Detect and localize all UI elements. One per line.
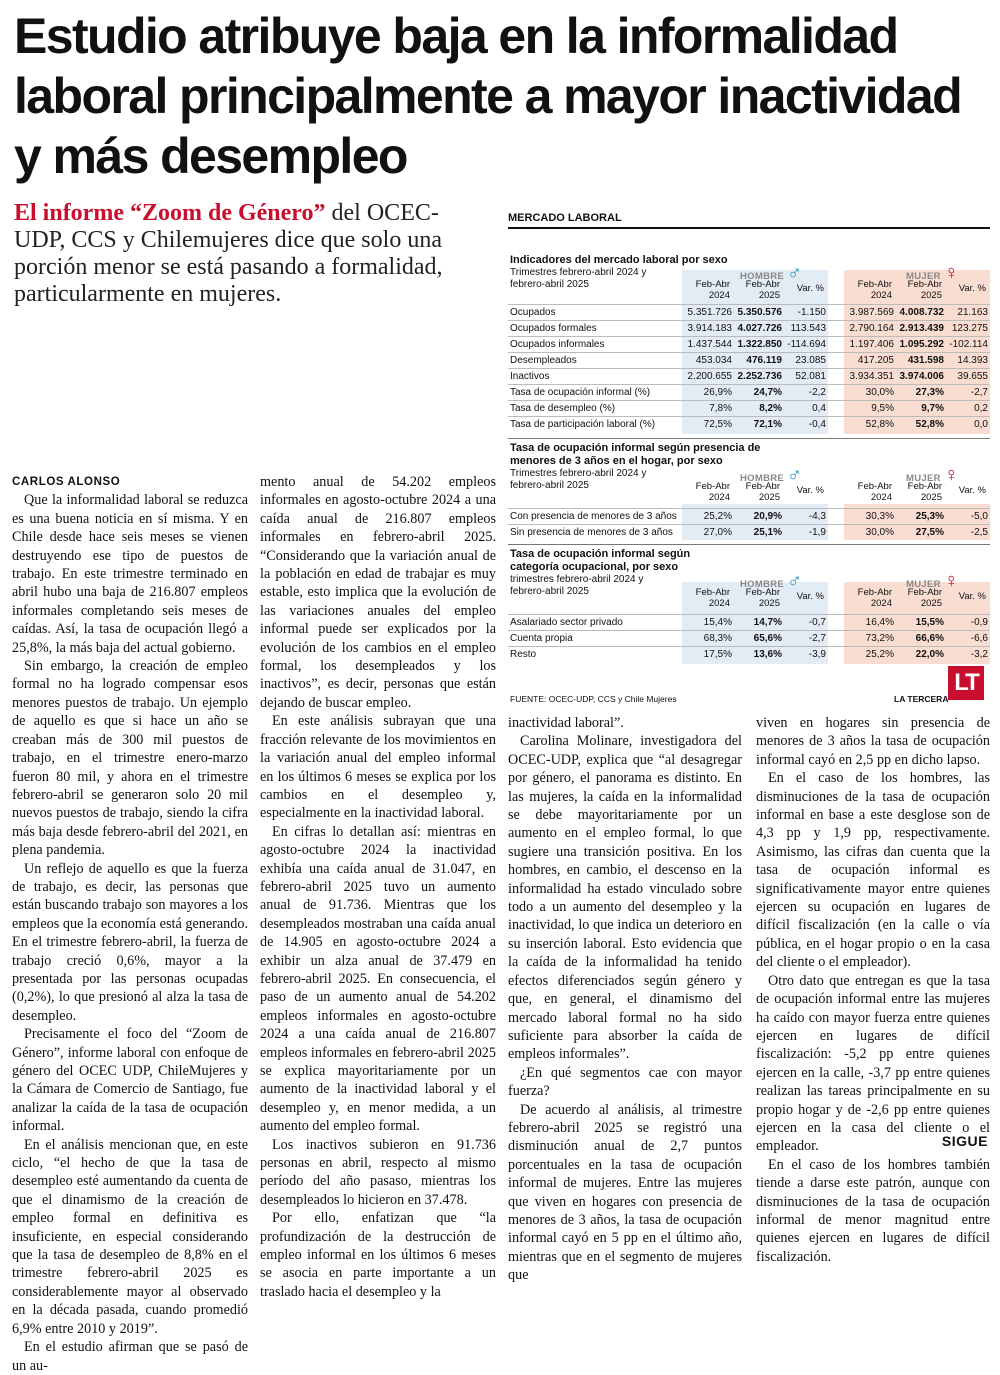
table-cell: 14,7% [753,617,782,628]
col-head: Feb-Abr 2024 [857,587,892,609]
table-row [508,352,990,368]
deck [14,200,484,308]
table-cell: 68,3% [703,633,732,644]
table-row [508,524,990,540]
table-row [508,646,990,662]
row-label: Asalariado sector privado [510,617,623,628]
table-cell: 1.322.850 [737,339,782,350]
infographic-header: MERCADO LABORAL [508,212,990,229]
table-cell: 3.934.351 [849,371,894,382]
row-label: Tasa de ocupación informal (%) [510,387,651,398]
table-cell: -114.694 [787,339,826,350]
subhead: ¿En qué segmentos cae con mayor fuerza? [508,1064,742,1100]
table-cell: 17,5% [703,649,732,660]
table-cell: 417.205 [857,355,894,366]
table-cell: 27,3% [915,387,944,398]
row-label: Sin presencia de menores de 3 años [510,527,673,538]
table-cell: 3.914.183 [687,323,732,334]
headline: Estudio atribuye baja en la informalidad laboral principalmente a mayor inactividad y más desempleo [14,8,962,184]
table-cell: 72,1% [753,419,782,430]
table-cell: 52,8% [865,419,894,430]
male-symbol-icon: ♂ [786,570,803,592]
deck-lead: El informe “Zoom de Género” [14,200,326,226]
paragraph: En este análisis subrayan que una fracción relevante de los movimientos en la variación anual del empleo informal en los últimos 6 meses se explica por los cambios en el desempleo y, especialmente en la inactividad laboral. [260,713,496,822]
paragraph: inactividad laboral”. [508,715,624,731]
table-cell: -2,2 [808,387,826,398]
table-cell: 72,5% [703,419,732,430]
table-cell: 21.163 [957,307,988,318]
table-row [508,368,990,384]
table-cell: 22,0% [915,649,944,660]
table-cell: 20,9% [753,511,782,522]
row-label: Tasa de desempleo (%) [510,403,616,414]
table-cell: 476.119 [746,355,782,366]
table-cell: 4.008.732 [899,307,944,318]
table-row [508,320,990,336]
col-head: Feb-Abr 2024 [695,481,730,503]
table-cell: -3,2 [970,649,988,660]
table-cell: 25,3% [915,511,944,522]
female-symbol-icon: ♀ [943,464,960,486]
table-cell: -2,5 [970,527,988,538]
table-cell: 30,3% [865,511,894,522]
paragraph: Precisamente el foco del “Zoom de Género”, informe laboral con enfoque de género del OCEC UDP, ChileMujeres y la Cámara de Comercio de Santiago, fue analizar la caída de la tasa de ocupación informal. [12,1026,248,1135]
column-3 [508,714,742,1285]
la-tercera-logo: LT [948,666,984,700]
paragraph: En el análisis mencionan que, en este ciclo, “el hecho de que la tasa de desempleo esté aumentando da cuenta de que el dinamismo de la creación de empleo formal en definitiva es insuficiente, en especial considerando que la tasa de desempleo de 8,8% en el trimestre febrero-abril 2025 es considerablemente mayor al observado en la década pasada, cuando promedió 6,9% entre 2010 y 2019”. [12,1136,248,1337]
table-cell: -1,9 [808,527,826,538]
table-cell: 25,1% [753,527,782,538]
table-cell: 3.974.006 [899,371,944,382]
table-cell: 39.655 [957,371,988,382]
table-cell: 113.543 [790,323,826,334]
table-cell: 453.034 [695,355,732,366]
table-cell: 0,0 [974,419,988,430]
table-cell: 2.252.736 [737,371,782,382]
paragraph: Sin embargo, la creación de empleo formal no ha logrado compensar esos menores puestos de trabajo. Un ejemplo de aquello es que si hace un año se creaban más de 300 mil puestos de trabajo, en el trimestre enero-marzo fueron 80 mil, y ahora en el trimestre febrero-abril se generaron solo 20 mil nuevos puestos de trabajo, siendo la cifra más baja desde febrero-abril del 2021, en plena pandemia. [12,658,248,859]
continue-label: SIGUE [941,1133,988,1149]
table-cell: 2.790.164 [849,323,894,334]
male-symbol-icon: ♂ [786,262,803,284]
table-cell: 16,4% [865,617,894,628]
table-cell: 14.393 [957,355,988,366]
table-cell: 3.987.569 [849,307,894,318]
table-cell: -0,7 [808,617,826,628]
table-cell: 65,6% [753,633,782,644]
table-cell: 4.027.726 [737,323,782,334]
paragraph: De acuerdo al análisis, al trimestre febrero-abril 2025 se registró una disminución anual de 2,7 puntos porcentuales en la tasa de ocupación informal de mujeres. Entre las mujeres que viven en hogares con presencia de menores de 3 años, la tasa de ocupación informal cayó en 5 pp en el último año, mientras que en el segmento de mujeres que [508,1101,742,1284]
paragraph: En el caso de los hombres, las disminuciones de la tasa de ocupación informal en base a este desglose son de 4,3 pp y 1,9 pp, respectivamente. Asimismo, las cifras dan cuenta que la tasa de ocupación informal es significativamente mayor entre quienes ejercen su ocupación en lugares de difícil fiscalización (en la calle o vía pública, en el hogar propio o en la casa del cliente o el empleador). [756,770,990,971]
row-label: Inactivos [510,371,550,382]
table-row [508,336,990,352]
hombre-label: HOMBRE ♂ [740,262,803,284]
row-label: Con presencia de menores de 3 años [510,511,677,522]
table-row [508,416,990,432]
table-cell: 8,2% [759,403,782,414]
table-cell: 5.351.726 [687,307,732,318]
deck-rest: del OCEC-UDP, CCS y Chilemujeres dice que solo una porción menor se está pasando a formalidad, particularmente en mujeres. [14,200,443,307]
table-cell: 25,2% [865,649,894,660]
table-row [508,614,990,630]
table-cell: 15,5% [915,617,944,628]
table-cell: 7,8% [709,403,732,414]
table-row [508,304,990,320]
col-head: Feb-Abr 2024 [857,481,892,503]
table-cell: 52,8% [915,419,944,430]
byline: CARLOS ALONSO [12,476,121,488]
table-cell: -102.114 [949,339,988,350]
row-label: Desempleados [510,355,577,366]
table-cell: 73,2% [865,633,894,644]
brand-name: LA TERCERA [894,694,949,704]
paragraph: Por ello, enfatizan que “la profundización de la destrucción de empleo informal en los últimos 6 meses se asocia en parte importante a un traslado hacia el desempleo y la [260,1210,496,1300]
divider [508,544,990,545]
table-cell: 26,9% [703,387,732,398]
column-1 [12,473,248,1375]
table-cell: 0,4 [812,403,826,414]
female-symbol-icon: ♀ [943,570,960,592]
col-head: Feb-Abr 2024 [695,279,730,301]
table-cell: -0,9 [970,617,988,628]
table-cell: 25,2% [703,511,732,522]
col-head: Feb-Abr 2025 [907,279,942,301]
row-label: Resto [510,649,537,660]
table-cell: -6,6 [970,633,988,644]
table-cell: 123.275 [951,323,988,334]
mujer-label: MUJER ♀ [906,262,960,284]
mujer-label: MUJER ♀ [906,570,960,592]
paragraph: viven en hogares sin presencia de menores de 3 años la tasa de ocupación informal cayó en 2,5 pp en dicho lapso. [756,715,990,768]
col-head: Var. % [796,485,824,496]
row-label: Ocupados formales [510,323,597,334]
divider [508,438,990,439]
col-head: Var. % [958,283,986,294]
hombre-label: HOMBRE ♂ [740,464,803,486]
table-cell: 431.598 [907,355,944,366]
col-head: Feb-Abr 2025 [745,481,780,503]
table-cell: 23.085 [795,355,826,366]
table-row [508,400,990,416]
col-head: Feb-Abr 2025 [745,279,780,301]
table-cell: 2.913.439 [899,323,944,334]
row-label: Ocupados informales [510,339,605,350]
row-label: Cuenta propia [510,633,573,644]
table-cell: 30,0% [865,387,894,398]
section-title: Tasa de ocupación informal según categoría ocupacional, por sexo [510,548,691,573]
section-subtitle: trimestres febrero-abril 2024 y febrero-abril 2025 [510,574,644,597]
table-cell: 1.437.544 [687,339,732,350]
table-cell: -0,4 [808,419,826,430]
col-head: Var. % [958,485,986,496]
male-symbol-icon: ♂ [786,464,803,486]
table-row [508,384,990,400]
table-row [508,630,990,646]
infographic [508,212,990,706]
paragraph: En el caso de los hombres también tiende a darse este patrón, aunque con disminuciones de la tasa de ocupación informal de menor magnitud entre quienes ejercen en lugares de difícil fiscalización. [756,1156,990,1265]
table-row [508,508,990,524]
table-cell: -1.150 [797,307,826,318]
col-head: Feb-Abr 2024 [695,587,730,609]
table-cell: 9,5% [871,403,894,414]
col-head: Var. % [958,591,986,602]
source-note: FUENTE: OCEC-UDP, CCS y Chile Mujeres [510,694,677,704]
table-cell: 30,0% [865,527,894,538]
table-cell: 15,4% [703,617,732,628]
section-title: Indicadores del mercado laboral por sexo [510,254,728,266]
paragraph: En el estudio afirman que se pasó de un au- [12,1339,248,1374]
hombre-label: HOMBRE ♂ [740,570,803,592]
table-cell: 5.350.576 [737,307,782,318]
table-cell: 27,5% [915,527,944,538]
table-cell: 27,0% [703,527,732,538]
table-cell: -4,3 [808,511,826,522]
table-cell: -2,7 [970,387,988,398]
mujer-label: MUJER ♀ [906,464,960,486]
paragraph: mento anual de 54.202 empleos informales en agosto-octubre 2024 a una caída anual de 216.807 empleos informales en febrero-abril 2025. “Considerando que la variación anual de la población en edad de trabajar es muy estable, esto implica que la evolución de las variaciones anuales del empleo informal puede ser explicados por la evolución de los cambios en el empleo formal, los desempleados y los inactivos”, es decir, personas que están dejando de buscar empleo. [260,474,496,711]
column-2 [260,473,496,1301]
paragraph: Los inactivos subieron en 91.736 personas en abril, respecto al mismo período del año pasaso, mientras los desempleados lo hicieron en 37.478. [260,1136,496,1208]
col-head: Feb-Abr 2025 [745,587,780,609]
section-title: Tasa de ocupación informal según presencia de menores de 3 años en el hogar, por sexo [510,442,761,467]
section-subtitle: Trimestres febrero-abril 2024 y febrero-abril 2025 [510,468,647,491]
col-head: Feb-Abr 2025 [907,587,942,609]
table-cell: 9,7% [921,403,944,414]
table-cell: 24,7% [753,387,782,398]
table-cell: 52.081 [795,371,826,382]
table-cell: 66,6% [915,633,944,644]
table-cell: -5,0 [970,511,988,522]
paragraph: Que la informalidad laboral se reduzca es una buena noticia en sí misma. Y en Chile desde hace seis meses se vienen destruyendo ese tipo de puestos de trabajo. En este trimestre terminado en abril hubo una baja de 216.807 empleos informales completando seis meses de caídas. Así, la tasa de ocupación llegó a 25,8%, la más baja del actual gobierno. [12,492,248,656]
col-head: Feb-Abr 2024 [857,279,892,301]
table-cell: 1.095.292 [899,339,944,350]
paragraph: Un reflejo de aquello es que la fuerza de trabajo, es decir, las personas que están buscando trabajo son mayores a los empleos que la economía está generando. En el trimestre febrero-abril, la fuerza de trabajo creció 0,6%, mayor a la presentada por las personas ocupadas (0,2%), lo que presionó al alza la tasa de desempleo. [12,860,248,1024]
table-cell: -3,9 [808,649,826,660]
section-subtitle: Trimestres febrero-abril 2024 y febrero-abril 2025 [510,267,647,290]
column-4 [756,714,990,1266]
col-head: Var. % [796,591,824,602]
paragraph: Carolina Molinare, investigadora del OCEC-UDP, explica que “al desagregar por género, el panorama es distinto. En las mujeres, la caída en la informalidad se debe mayoritariamente por un aumento en el empleo formal, lo que sugiere una transición positiva. En los hombres, en cambio, el descenso en la informalidad ha estado vinculado sobre todo a un aumento del desempleo y la inactividad, lo que indica un deterioro en su inserción laboral. Esto evidencia que la caída de la informalidad ha tenido efectos diferenciados según género y que, en general, el dinamismo del mercado laboral formal no ha sido suficiente para absorber la caída de empleos informales”. [508,733,742,1063]
table-cell: 2.200.655 [687,371,732,382]
row-label: Tasa de participación laboral (%) [510,419,656,430]
table-cell: 0,2 [974,403,988,414]
col-head: Feb-Abr 2025 [907,481,942,503]
col-head: Var. % [796,283,824,294]
paragraph: Otro dato que entregan es que la tasa de ocupación informal entre las mujeres ha caído con mayor fuerza entre quienes ejercen en lugares de difícil fiscalización: -5,2 pp entre quienes ejercen en la calle, -3,7 pp entre quienes realizan las tareas principalmente en su propio hogar y de -2,6 pp entre quienes ejercen en la casa del cliente o el empleador. [756,972,990,1155]
table-cell: -2,7 [808,633,826,644]
row-label: Ocupados [510,307,556,318]
table-cell: 13,6% [753,649,782,660]
table-cell: 1.197.406 [849,339,894,350]
female-symbol-icon: ♀ [943,262,960,284]
paragraph: En cifras lo detallan así: mientras en agosto-octubre 2024 la inactividad exhibía una caída anual de 31.047, en febrero-abril 2025 tuvo un aumento anual de 91.736. Mientras que los desempleados mostraban una caída anual de 14.905 en agosto-octubre 2024 a exhibir un alza anual de 37.479 en febrero-abril 2025. En consecuencia, el paso de un aumento anual de 54.202 empleos informales en agosto-octubre 2024 a una caída anual de 216.807 empleos informales en febrero-abril 2025 se explica mayoritariamente por un aumento de la inactividad laboral y el desempleo y, en menor medida, a un aumento del empleo formal. [260,823,496,1135]
